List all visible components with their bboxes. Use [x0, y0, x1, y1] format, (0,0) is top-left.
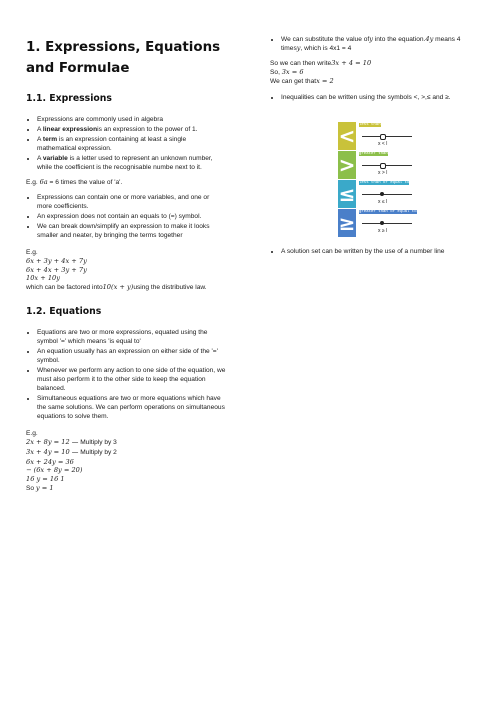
less-than-symbol: <: [338, 124, 356, 148]
eg-label: E.g.: [26, 430, 38, 438]
less-equal-symbol: ≤: [338, 182, 356, 206]
equation-line: So y = 1: [26, 483, 54, 492]
inequality-panel-greater-than: [338, 151, 418, 179]
closed-dot-icon: [380, 221, 384, 225]
equation-line: 16 y = 16 1: [26, 474, 65, 483]
greater-equal-symbol: ≥: [338, 211, 356, 235]
expressions-bullet-list: [26, 115, 226, 172]
equation-line: − (6x + 8y = 20): [26, 466, 83, 475]
panel-caption: greater than: [359, 152, 388, 156]
text-line: So, 3x = 6: [270, 68, 304, 76]
expressions-bullet-list-2: [26, 193, 226, 240]
right-bullet-list: [270, 35, 476, 53]
section-heading-equations: 1.2. Equations: [26, 306, 102, 318]
panel-caption: less than: [359, 123, 381, 127]
panel-label: x ≤ l: [378, 199, 388, 205]
list-item: • Simultaneous equations are two or more equations which have the same solutions. We can perform operations on simultaneous equations to solve them.: [37, 394, 226, 421]
left-column: [26, 30, 226, 493]
equation-line: 6x + 24y = 36: [26, 457, 74, 466]
expression-line: 6x + 3y + 4x + 7y: [26, 257, 87, 265]
eg-label: E.g.: [26, 249, 38, 256]
number-line: [362, 223, 412, 224]
panel-label: x < l: [378, 141, 388, 147]
solution-set-bullet-list: [270, 247, 476, 256]
text-line: We can get thatx = 2: [270, 77, 334, 85]
open-dot-icon: [380, 134, 386, 140]
panel-label: x ≥ l: [378, 228, 388, 234]
panel-label: x > l: [378, 170, 388, 176]
inequality-panel-less-equal: [338, 180, 418, 208]
inequality-symbols-graphic: [338, 122, 418, 237]
equation-line: 2x + 8y = 12 — Multiply by 3: [26, 438, 117, 447]
right-column: [270, 30, 476, 262]
list-item: • We can break down/simplify an expression to make it looks smaller and neater, by bringing the terms together: [37, 222, 226, 240]
list-item: • An equation usually has an expression on either side of the '=' symbol.: [37, 347, 226, 365]
greater-than-symbol: >: [338, 153, 356, 177]
list-item: • A term is an expression containing at least a single mathematical expression.: [37, 135, 226, 153]
list-item: • We can substitute the value ofy into the equation.4y means 4 timesy, which is 4x1 = 4: [281, 35, 476, 53]
example-line: E.g. 6a = 6 times the value of 'a'.: [26, 178, 123, 186]
list-item: • Inequalities can be written using the symbols <, >,≤ and ≥.: [281, 93, 476, 102]
inequality-panel-less-than: [338, 122, 418, 150]
inequality-panel-greater-equal: [338, 209, 418, 237]
list-item: • A variable is a letter used to represent an unknown number, while the coefficient is the recognisable numbe next to it.: [37, 154, 226, 172]
factor-line: which can be factored into10(x + y)using the distributive law.: [26, 283, 207, 292]
inequality-bullet-list: [270, 93, 476, 102]
expression-line: 6x + 4x + 3y + 7y: [26, 265, 87, 274]
list-item: • A linear expressionis an expression to the power of 1.: [37, 125, 226, 134]
list-item: • Expressions can contain one or more variables, and one or more coefficients.: [37, 193, 226, 211]
panel-caption: less than or equal to: [359, 181, 410, 185]
page-title: 1. Expressions, Equations and Formulae: [26, 40, 221, 76]
list-item: • Equations are two or more expressions, equated using the symbol '=' which means 'is equal to': [37, 328, 226, 346]
panel-caption: greater than or equal to: [359, 210, 417, 214]
equations-bullet-list: [26, 328, 226, 421]
expression-line: 10x + 10y: [26, 274, 60, 283]
number-line: [362, 165, 412, 166]
list-item: • An expression does not contain an equals to (=) symbol.: [37, 212, 226, 221]
list-item: • Expressions are commonly used in algebra: [37, 115, 226, 124]
open-dot-icon: [380, 163, 386, 169]
closed-dot-icon: [380, 192, 384, 196]
list-item: • A solution set can be written by the use of a number line: [281, 247, 476, 256]
list-item: • Whenever we perform any action to one side of the equation, we must also perform it to the other side to keep the equation balanced.: [37, 366, 226, 393]
number-line: [362, 194, 412, 195]
section-heading-expressions: 1.1. Expressions: [26, 93, 112, 104]
text-line: So we can then write3x + 4 = 10: [270, 59, 372, 67]
number-line: [362, 136, 412, 137]
equation-line: 3x + 4y = 10 — Multiply by 2: [26, 447, 117, 456]
